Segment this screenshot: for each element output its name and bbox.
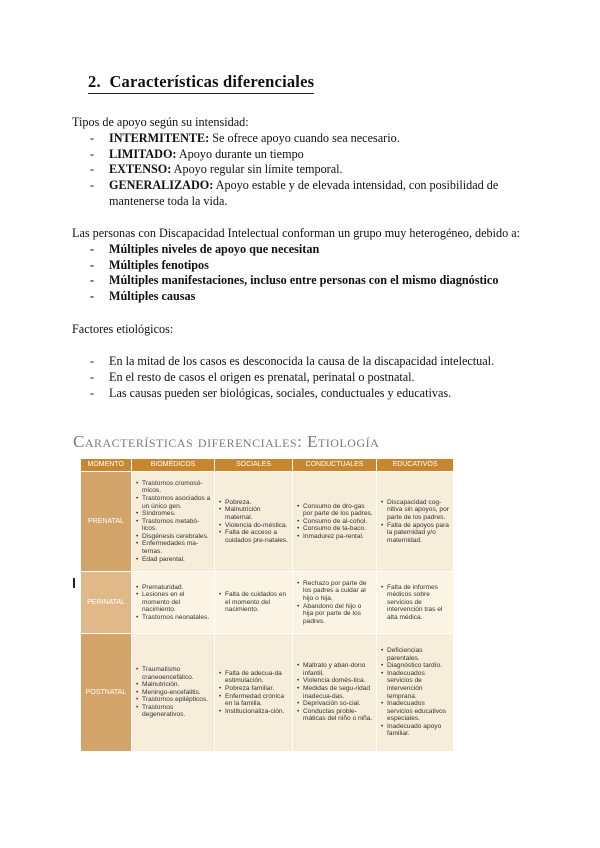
cell-item: • Lesiones en el momento del nacimiento.	[135, 591, 211, 614]
support-desc: Apoyo durante un tiempo	[176, 146, 304, 161]
support-desc: Apoyo regular sin límite temporal.	[171, 162, 343, 177]
cell-item: • Malnutrición maternal.	[218, 506, 289, 521]
margin-mark	[73, 578, 75, 588]
cell-item: • Trastornos asociados a un único gen.	[135, 495, 211, 510]
table-row-perinatal	[81, 572, 454, 634]
cell-item: • Falta de acceso a cuidados pre-natales.	[218, 529, 289, 544]
support-item	[72, 162, 542, 178]
support-item	[72, 131, 542, 147]
table-cell	[377, 634, 454, 752]
column-header: SOCIALES	[215, 459, 293, 472]
support-desc: Apoyo estable y de elevada intensidad, con posibilidad de mantenerse toda la vida.	[109, 178, 499, 208]
cell-item: • Diagnóstico tardío.	[380, 662, 450, 670]
etiology-item: - Las causas pueden ser biológicas, sociales, conductuales y educativas.	[72, 386, 542, 402]
section-title-text: Características diferenciales	[109, 72, 315, 91]
cell-item: • Falta de adecua-da estimulación.	[218, 670, 289, 685]
table-cell	[215, 472, 293, 572]
etiology-table	[80, 459, 454, 752]
column-header: CONDUCTUALES	[293, 459, 377, 472]
cell-list	[380, 584, 450, 622]
cell-item: • Trastornos cromosó-micos.	[135, 480, 211, 495]
heterogeneity-item: - Múltiples causas	[72, 289, 542, 305]
support-intro: Tipos de apoyo según su intensidad:	[72, 115, 249, 129]
support-item	[72, 147, 542, 163]
cell-item: • Pobreza.	[218, 499, 289, 507]
cell-list	[135, 480, 211, 564]
figure-title: Características diferenciales: Etiología	[73, 432, 380, 451]
cell-item: • Síndromes.	[135, 510, 211, 518]
heterogeneity-item: - Múltiples niveles de apoyo que necesitan	[72, 242, 542, 258]
section-title	[88, 72, 314, 94]
cell-list	[380, 499, 450, 545]
cell-item: • Falta de informes médicos sobre servicios de intervención tras el alta médica.	[380, 584, 450, 622]
cell-item: • Edad parental.	[135, 556, 211, 564]
support-desc: Se ofrece apoyo cuando sea necesario.	[209, 130, 400, 145]
cell-item: • Traumatismo craneoencefálico.	[135, 666, 211, 681]
cell-item: • Enfermedad crónica en la familia.	[218, 693, 289, 708]
cell-list	[380, 647, 450, 738]
cell-item: • Trastornos epilépticos.	[135, 696, 211, 704]
heterogeneity-item: - Múltiples fenotipos	[72, 258, 542, 274]
table-cell	[293, 472, 377, 572]
cell-list	[218, 499, 289, 545]
support-term: LIMITADO:	[109, 146, 177, 161]
cell-item: • Disgénesis cerebrales.	[135, 533, 211, 541]
cell-item: • Prematuridad.	[135, 584, 211, 592]
cell-item: • Trastornos metabó-licos.	[135, 518, 211, 533]
cell-item: • Enfermedades ma-ternas.	[135, 540, 211, 555]
cell-item: • Violencia do-méstica.	[218, 522, 289, 530]
table-cell	[293, 572, 377, 634]
column-header: EDUCATIVOS	[377, 459, 454, 472]
cell-item: • Meningo-encefalitis.	[135, 689, 211, 697]
cell-item: • Abandono del hijo o hija por parte de los padres.	[296, 603, 373, 626]
cell-item: • Maltrato y aban-dono infantil.	[296, 662, 373, 677]
cell-item: • Medidas de segu-ridad inadecua-das.	[296, 685, 373, 700]
support-term: INTERMITENTE:	[109, 130, 210, 145]
support-term: EXTENSO:	[109, 162, 172, 177]
cell-item: • Falta de cuidados en el momento del nacimiento.	[218, 591, 289, 614]
cell-item: • Trastornos degenerativos.	[135, 704, 211, 719]
heterogeneity-item: - Múltiples manifestaciones, incluso entre personas con el mismo diagnóstico	[72, 273, 542, 289]
cell-list	[218, 670, 289, 716]
cell-list	[296, 662, 373, 723]
cell-item: • Institucionaliza-ción.	[218, 708, 289, 716]
table-cell	[132, 572, 215, 634]
table-cell	[215, 634, 293, 752]
cell-list	[218, 591, 289, 614]
etiology-item: - En el resto de casos el origen es prenatal, perinatal o postnatal.	[72, 370, 542, 386]
cell-item: • Malnutrición.	[135, 681, 211, 689]
cell-list	[135, 584, 211, 622]
cell-item: • Inadecuados servicios de intervención temprana.	[380, 670, 450, 700]
table-row-postnatal	[81, 634, 454, 752]
cell-item: • Inmadurez pa-rental.	[296, 533, 373, 541]
cell-item: • Pobreza familiar.	[218, 685, 289, 693]
cell-item: • Consumo de al-cohol.	[296, 518, 373, 526]
cell-list	[135, 666, 211, 719]
support-types-block	[72, 115, 542, 210]
etiology-intro: Factores etiológicos:	[72, 322, 174, 336]
table-cell	[132, 472, 215, 572]
cell-item: • Inadecuados servicios educativos especiales.	[380, 700, 450, 723]
table-cell	[215, 572, 293, 634]
table-cell	[377, 472, 454, 572]
etiology-block	[72, 354, 542, 401]
cell-item: • Deprivación so-cial.	[296, 700, 373, 708]
cell-item: • Trastornos neonatales.	[135, 614, 211, 622]
moment-cell: POSTNATAL	[81, 634, 132, 752]
cell-item: • Consumo de dro-gas por parte de los padres.	[296, 503, 373, 518]
cell-item: • Deficiencias parentales.	[380, 647, 450, 662]
moment-cell: PRENATAL	[81, 472, 132, 572]
cell-list	[296, 580, 373, 626]
cell-item: • Discapacidad cog-nitiva sin apoyos, por parte de los padres.	[380, 499, 450, 522]
cell-item: • Rechazo por parte de los padres a cuidar al hijo o hija.	[296, 580, 373, 603]
heterogeneity-list	[72, 242, 542, 305]
moment-cell: PERINATAL	[81, 572, 132, 634]
table-cell	[377, 572, 454, 634]
support-list	[72, 131, 542, 210]
section-number: 2.	[88, 72, 101, 91]
table-cell	[132, 634, 215, 752]
cell-list	[296, 503, 373, 541]
etiology-table-figure	[80, 459, 453, 752]
cell-item: • Falta de apoyos para la paternidad y/o maternidad.	[380, 522, 450, 545]
heterogeneity-block	[72, 226, 542, 305]
table-row-prenatal	[81, 472, 454, 572]
etiology-list	[72, 354, 542, 401]
table-header-row	[81, 459, 454, 472]
table-cell	[293, 634, 377, 752]
cell-item: • Violencia domés-tica.	[296, 677, 373, 685]
etiology-item: - En la mitad de los casos es desconocida la causa de la discapacidad intelectual.	[72, 354, 542, 370]
cell-item: • Consumo de ta-baco.	[296, 525, 373, 533]
etiology-intro-block	[72, 322, 542, 338]
support-term: GENERALIZADO:	[109, 178, 214, 193]
cell-item: • Conductas proble-máticas del niño o niña.	[296, 708, 373, 723]
column-header: MOMENTO	[81, 459, 132, 472]
heterogeneity-intro: Las personas con Discapacidad Intelectual conforman un grupo muy heterogéneo, debido a:	[72, 226, 521, 240]
column-header: BIOMÉDICOS	[132, 459, 215, 472]
cell-item: • Inadecuado apoyo familiar.	[380, 723, 450, 738]
support-item	[72, 178, 542, 210]
